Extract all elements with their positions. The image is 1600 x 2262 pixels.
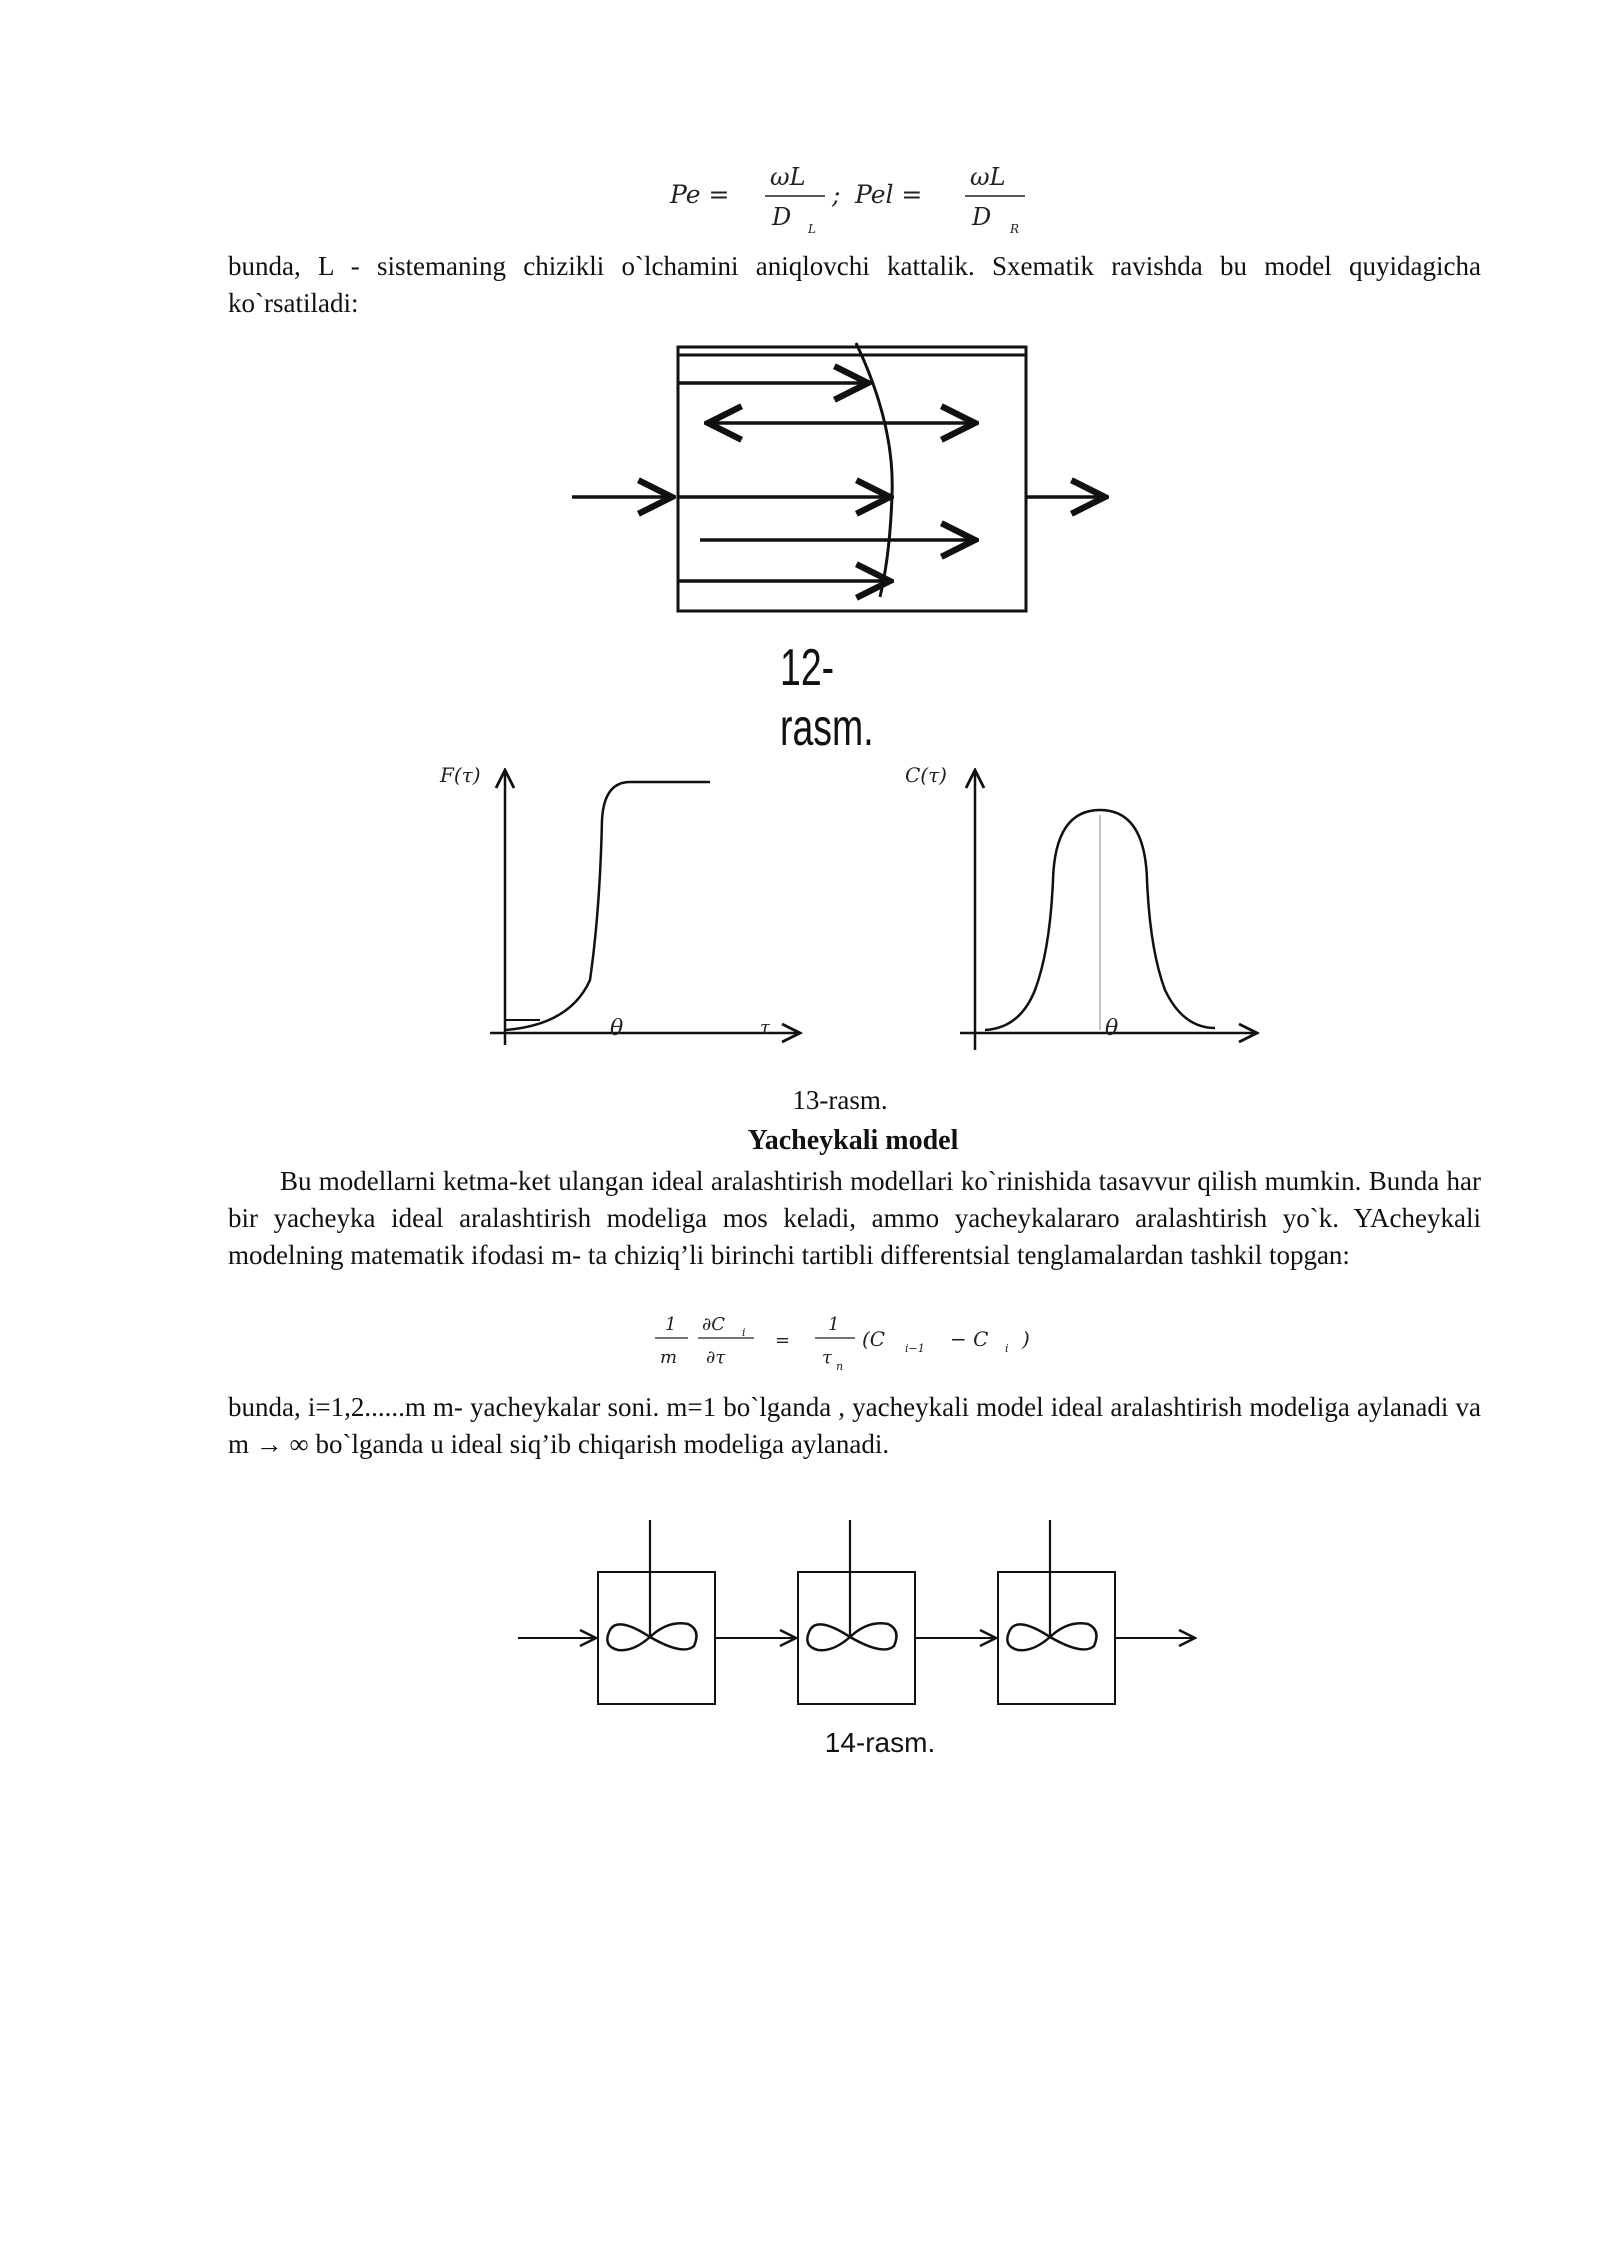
right-graph-ylabel: C(τ): [905, 763, 947, 787]
reactor-cell-3: [998, 1520, 1115, 1704]
formula-cell-num3: 1: [828, 1314, 840, 1335]
figure-13-right-graph: [905, 760, 1285, 1060]
paragraph-3-text: bunda, i=1,2......m m- yacheykalar soni. m=1 bo`lganda , yacheykali model ideal aralashtirish modeliga aylanadi va m → ∞ bo`lganda u ideal siq’ib chiqarish modeliga aylanadi.: [228, 1392, 1481, 1459]
formula-pe-den2-sub: R: [1010, 222, 1020, 236]
figure-12-diagram: [560, 335, 1120, 625]
paragraph-1-text: bunda, L - sistemaning chizikli o`lchamini aniqlovchi kattalik. Sxematik ravishda bu model quyidagicha ko`rsatiladi:: [228, 251, 1481, 318]
formula-pe-lhs2: Pel =: [855, 180, 923, 209]
paragraph-2-text: Bu modellarni ketma-ket ulangan ideal aralashtirish modellari ko`rinishida tasavvur qilish mumkin. Bunda har bir yacheyka ideal aralashtirish modeliga mos keladi, ammo yacheykalararo aralashtirish yo`k. YAcheykali modelning matematik ifodasi m- ta chiziq’li birinchi tartibli differentsial tenglamalardan tashkil topgan:: [228, 1166, 1481, 1270]
formula-pe-lhs1: Pe =: [670, 180, 730, 209]
right-graph-theta: θ: [1105, 1016, 1119, 1041]
formula-cell-rhs-sub2: i: [1005, 1342, 1009, 1355]
formula-pe-sep: ;: [832, 180, 841, 209]
formula-cell-num2-sub: i: [742, 1326, 746, 1339]
figure-14-caption: 14-rasm.: [824, 1727, 936, 1758]
left-graph-xlabel: τ: [760, 1017, 770, 1038]
reactor-cell-2: [798, 1520, 915, 1704]
left-graph-theta: θ: [610, 1016, 624, 1041]
formula-pe-num1: ωL: [770, 163, 806, 191]
formula-cell-den3: τ: [822, 1347, 832, 1368]
formula-cell-den1: m: [660, 1347, 678, 1368]
figure-13-caption: 13-rasm.: [792, 1085, 888, 1115]
paragraph-1: [228, 248, 1481, 322]
formula-cell-den3-sub: n: [836, 1360, 844, 1373]
figure-12-caption: 12-rasm.: [780, 639, 874, 757]
formula-cell-rhs-sub1: i−1: [905, 1342, 925, 1355]
formula-cell-rhs-close: ): [1022, 1327, 1030, 1351]
formula-cell-den2: ∂τ: [706, 1347, 726, 1368]
reactor-cell-1: [598, 1520, 715, 1704]
formula-pe-den1-sub: L: [808, 222, 816, 236]
left-graph-ylabel: F(τ): [440, 763, 481, 787]
formula-cell-rhs-minus: − C: [950, 1327, 989, 1351]
formula-pe-num2: ωL: [970, 163, 1006, 191]
formula-cell-num2: ∂C: [702, 1314, 726, 1335]
formula-cell-num1: 1: [665, 1314, 677, 1335]
section-heading: Yacheykali model: [747, 1125, 959, 1156]
peclet-formula: [660, 155, 1060, 235]
formula-cell-eq: =: [775, 1330, 791, 1351]
figure-13-left-graph: [430, 760, 820, 1060]
right-graph-xlabel: τ: [1240, 1021, 1248, 1037]
figure-14-diagram: [510, 1520, 1200, 1720]
paragraph-3: [228, 1389, 1481, 1463]
paragraph-2: [228, 1163, 1481, 1274]
formula-pe-den1: D: [772, 203, 792, 231]
cell-model-formula: [650, 1308, 1070, 1378]
formula-cell-rhs: (C: [862, 1327, 886, 1351]
formula-pe-den2: D: [972, 203, 992, 231]
